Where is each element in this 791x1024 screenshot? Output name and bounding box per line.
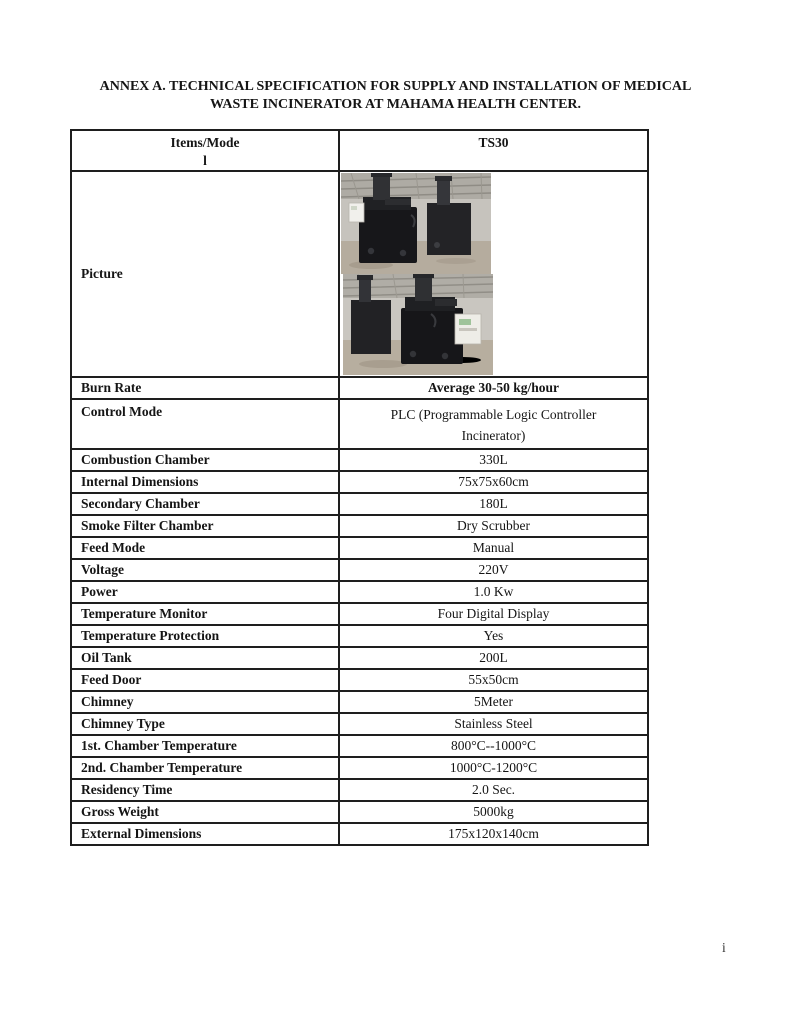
page-title-line2: WASTE INCINERATOR AT MAHAMA HEALTH CENTER. bbox=[209, 96, 582, 112]
picture-row bbox=[71, 171, 648, 377]
spec-label: Chimney bbox=[71, 691, 339, 713]
table-row bbox=[71, 399, 648, 449]
table-row bbox=[71, 779, 648, 801]
table-row bbox=[71, 581, 648, 603]
spec-value: Manual bbox=[339, 537, 648, 559]
table-row bbox=[71, 493, 648, 515]
table-row bbox=[71, 603, 648, 625]
spec-label: Feed Door bbox=[71, 669, 339, 691]
spec-value: 75x75x60cm bbox=[339, 471, 648, 493]
table-row bbox=[71, 735, 648, 757]
spec-label: Voltage bbox=[71, 559, 339, 581]
page-title bbox=[0, 78, 791, 113]
spec-label: External Dimensions bbox=[71, 823, 339, 845]
spec-label: Combustion Chamber bbox=[71, 449, 339, 471]
table-row bbox=[71, 691, 648, 713]
spec-label: 1st. Chamber Temperature bbox=[71, 735, 339, 757]
spec-value: 1.0 Kw bbox=[339, 581, 648, 603]
table-row bbox=[71, 559, 648, 581]
spec-value: Yes bbox=[339, 625, 648, 647]
spec-label: Temperature Monitor bbox=[71, 603, 339, 625]
spec-value: 55x50cm bbox=[339, 669, 648, 691]
header-ts30: TS30 bbox=[339, 130, 648, 171]
spec-label: Smoke Filter Chamber bbox=[71, 515, 339, 537]
table-row bbox=[71, 647, 648, 669]
spec-label: Picture bbox=[71, 171, 339, 377]
table-row bbox=[71, 625, 648, 647]
spec-value: 800°C--1000°C bbox=[339, 735, 648, 757]
spec-value: 330L bbox=[339, 449, 648, 471]
spec-label: Secondary Chamber bbox=[71, 493, 339, 515]
table-header-row bbox=[71, 130, 648, 171]
table-row bbox=[71, 823, 648, 845]
header-items-model bbox=[71, 130, 339, 171]
table-row bbox=[71, 377, 648, 399]
table-row bbox=[71, 449, 648, 471]
spec-label: Control Mode bbox=[71, 399, 339, 449]
table-row bbox=[71, 471, 648, 493]
table-row bbox=[71, 801, 648, 823]
page-number: i bbox=[722, 940, 726, 955]
table-row bbox=[71, 515, 648, 537]
spec-table bbox=[70, 129, 649, 846]
spec-label: Chimney Type bbox=[71, 713, 339, 735]
spec-value: 200L bbox=[339, 647, 648, 669]
page-title-line1: ANNEX A. TECHNICAL SPECIFICATION FOR SUPPLY AND INSTALLATION OF MEDICAL bbox=[99, 79, 692, 94]
spec-label: Temperature Protection bbox=[71, 625, 339, 647]
picture-cell bbox=[339, 171, 648, 377]
spec-value: Four Digital Display bbox=[339, 603, 648, 625]
spec-label: Residency Time bbox=[71, 779, 339, 801]
spec-label: Gross Weight bbox=[71, 801, 339, 823]
table-row bbox=[71, 669, 648, 691]
header-items-line1: Items/Mode bbox=[170, 135, 240, 150]
table-row bbox=[71, 537, 648, 559]
spec-value: 2.0 Sec. bbox=[339, 779, 648, 801]
spec-label: 2nd. Chamber Temperature bbox=[71, 757, 339, 779]
header-items-line2: l bbox=[203, 153, 207, 168]
incinerator-photo-left bbox=[341, 173, 491, 274]
spec-value: 180L bbox=[339, 493, 648, 515]
table-row bbox=[71, 713, 648, 735]
incinerator-photo-right bbox=[343, 274, 493, 375]
spec-value: PLC (Programmable Logic Controller Incinerator) bbox=[339, 399, 648, 449]
spec-value: Stainless Steel bbox=[339, 713, 648, 735]
spec-label: Internal Dimensions bbox=[71, 471, 339, 493]
table-row bbox=[71, 757, 648, 779]
spec-value: 5Meter bbox=[339, 691, 648, 713]
spec-label: Burn Rate bbox=[71, 377, 339, 399]
spec-value: 220V bbox=[339, 559, 648, 581]
spec-value: 175x120x140cm bbox=[339, 823, 648, 845]
spec-label: Feed Mode bbox=[71, 537, 339, 559]
spec-label: Power bbox=[71, 581, 339, 603]
spec-value: 1000°C-1200°C bbox=[339, 757, 648, 779]
spec-value: Average 30-50 kg/hour bbox=[339, 377, 648, 399]
spec-value: 5000kg bbox=[339, 801, 648, 823]
spec-label: Oil Tank bbox=[71, 647, 339, 669]
spec-value: Dry Scrubber bbox=[339, 515, 648, 537]
